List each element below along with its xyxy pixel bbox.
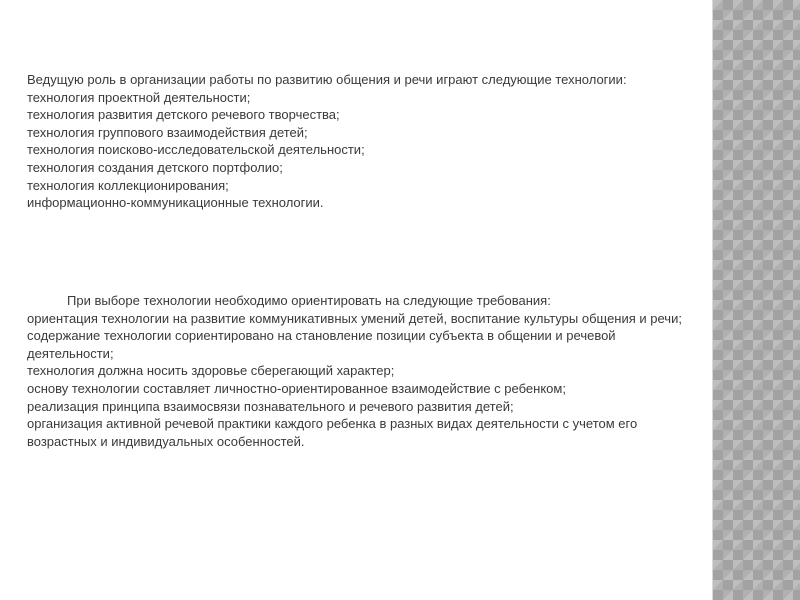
- list-item: технология должна носить здоровье сберегающий характер;: [27, 363, 395, 379]
- list-item: реализация принципа взаимосвязи познавательного и речевого развития детей;: [27, 398, 514, 414]
- list-item: организация активной речевой практики каждого ребенка в разных видах деятельности с учетом его возрастных и индивидуальных особенностей.: [27, 416, 638, 449]
- section1-intro: Ведущую роль в организации работы по развитию общения и речи играют следующие технологии:: [27, 72, 627, 87]
- list-item: технология группового взаимодействия детей;: [27, 124, 308, 140]
- section2-intro: При выборе технологии необходимо ориентировать на следующие требования:: [67, 293, 551, 308]
- list-item: содержание технологии сориентировано на становление позиции субъекта в общении и речевой деятельности;: [27, 328, 616, 361]
- decorative-side-pattern: [712, 0, 800, 600]
- list-item: ориентация технологии на развитие коммуникативных умений детей, воспитание культуры общения и речи;: [27, 310, 682, 326]
- list-item: технология коллекционирования;: [27, 177, 229, 193]
- requirements-list: [27, 292, 697, 450]
- list-item: технология проектной деятельности;: [27, 89, 251, 105]
- list-item: технология развития детского речевого творчества;: [27, 107, 340, 123]
- technologies-list: [27, 71, 697, 212]
- list-item: основу технологии составляет личностно-ориентированное взаимодействие с ребенком;: [27, 380, 566, 396]
- list-item: технология создания детского портфолио;: [27, 159, 283, 175]
- list-item: информационно-коммуникационные технологии.: [27, 195, 324, 211]
- list-item: технология поисково-исследовательской деятельности;: [27, 142, 365, 158]
